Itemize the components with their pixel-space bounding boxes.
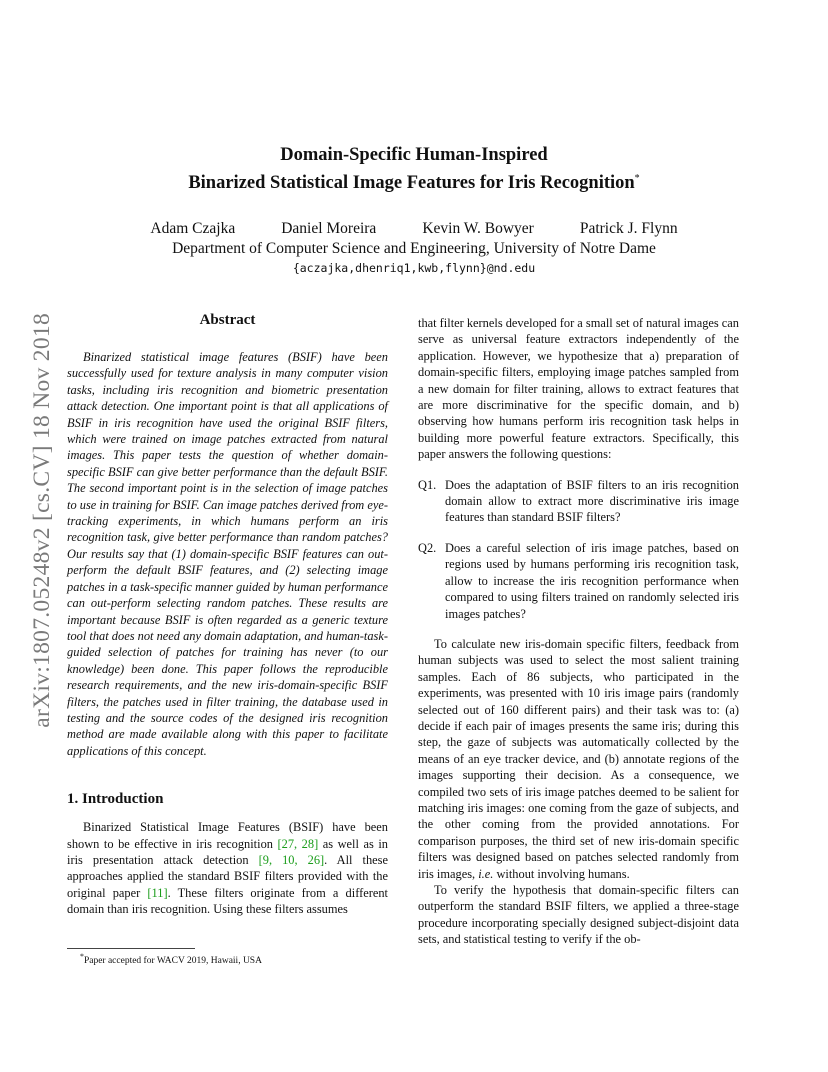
left-column [67, 312, 388, 918]
title-line-2: Binarized Statistical Image Features for Iris Recognition* [188, 173, 640, 194]
introduction-heading: 1. Introduction [67, 791, 164, 808]
citation-link[interactable]: [9, 10, 26] [258, 852, 325, 867]
arxiv-identifier-text: arXiv:1807.05248v2 [cs.CV] 18 Nov 2018 [28, 312, 55, 728]
affiliation: Department of Computer Science and Engineering, University of Notre Dame [172, 240, 656, 257]
question-number: Q2. [418, 540, 437, 555]
paper-title [90, 143, 738, 195]
title-line-1: Domain-Specific Human-Inspired [280, 145, 548, 165]
question-text: Does the adaptation of BSIF filters to an iris recognition domain allow to extract more discriminative iris image features than standard BSIF filters? [445, 477, 739, 525]
introduction-paragraph: Binarized Statistical Image Features (BSIF) have been shown to be effective in iris recognition [27, 28] as well as in iris presentation attack detection [9, 10, 26]. All these approaches applied the standard BSIF filters provided with the original paper [11]. These filters originate from a different domain than iris recognition. Using these filters assumes [67, 820, 388, 917]
body-paragraph: To verify the hypothesis that domain-specific filters can outperform the standard BSIF filters, we applied a three-stage procedure incorporating specially designed subject-disjoint data sets, and statistical testing to verify if the ob- [418, 883, 739, 947]
footnote-mark: * [80, 952, 84, 961]
question-list [418, 477, 739, 622]
question-item [418, 477, 739, 526]
author-name: Daniel Moreira [281, 220, 377, 237]
author-name: Kevin W. Bowyer [422, 220, 534, 237]
arxiv-identifier [22, 280, 62, 760]
body-paragraph: that filter kernels developed for a small set of natural images can serve as universal feature extractors independently of the application. However, we hypothesize that a) preparation of domain-specific filters, employing image patches sampled from a new domain for filter training, allows to extract features that are more discriminative for the specific domain, and b) observing how humans perform iris recognition task helps in building more powerful feature extractors. Specifically, this paper answers the following questions: [418, 316, 740, 462]
footnote-text: Paper accepted for WACV 2019, Hawaii, USA [83, 956, 262, 967]
author-emails: {aczajka,dhenriq1,kwb,flynn}@nd.edu [292, 261, 536, 275]
footnote-rule [67, 948, 195, 949]
author-list [90, 219, 738, 239]
abstract-heading: Abstract [199, 312, 256, 328]
right-column [418, 315, 739, 948]
citation-link[interactable]: [27, 28] [277, 836, 319, 851]
abstract-text: Binarized statistical image features (BSIF) have been successfully used for texture analysis in many computer vision tasks, including iris recognition and biometric presentation attack detection. One important point is that all applications of BSIF in iris recognition have used the original BSIF filters, which were trained on image patches extracted from natural images. This paper tests the question of whether domain-specific BSIF can give better performance than the default BSIF. The second important point is in the selection of image patches to use in training for BSIF. Can image patches derived from eye-tracking experiments, in which humans perform an iris recognition task, give better performance than random patches? Our results say that (1) domain-specific BSIF features can out-perform the default BSIF features, and (2) selecting image patches in a task-specific manner guided by human performance can out-perform selecting random patches. These results are important because BSIF is often regarded as a generic texture tool that does not need any domain adaptation, and human-task-guided selection of patches for training has never (to our knowledge) been done. This paper follows the reproducible research requirements, and the new iris-domain-specific BSIF filters, the patches used in filter training, the database used in testing and the source codes of the designed iris recognition method are made available along with this paper to facilitate applications of this concept. [67, 350, 388, 758]
author-name: Patrick J. Flynn [579, 220, 678, 237]
question-text: Does a careful selection of iris image patches, based on regions used by humans performing iris recognition task, allow to increase the iris recognition performance when compared to using filters trained on randomly selected iris images patches? [445, 540, 739, 621]
title-footnote-mark: * [634, 173, 640, 184]
question-number: Q1. [418, 477, 437, 492]
question-item [418, 540, 739, 622]
citation-link[interactable]: [11] [147, 885, 168, 900]
author-name: Adam Czajka [150, 220, 236, 237]
body-paragraph: To calculate new iris-domain specific filters, feedback from human subjects was used to select the most salient training samples. Each of 86 subjects, who participated in the experiments, was presented with 10 iris image pairs (randomly selected out of 160 different pairs) and their task was to: (a) decide if each pair of images presents the same iris; during this step, the gaze of subjects was automatically collected by the means of an eye tracker device, and (b) annotate regions of the images supporting their decision. As a consequence, we compiled two sets of iris image patches deemed to be salient for matching iris images: one coming from the gaze of subjects, and the other coming from the provided annotations. For comparison purposes, the third set of new iris-domain specific filters was designed based on patches selected randomly from iris images, i.e. without involving humans. [418, 636, 739, 881]
footnote [80, 952, 262, 966]
author-block [90, 219, 738, 259]
